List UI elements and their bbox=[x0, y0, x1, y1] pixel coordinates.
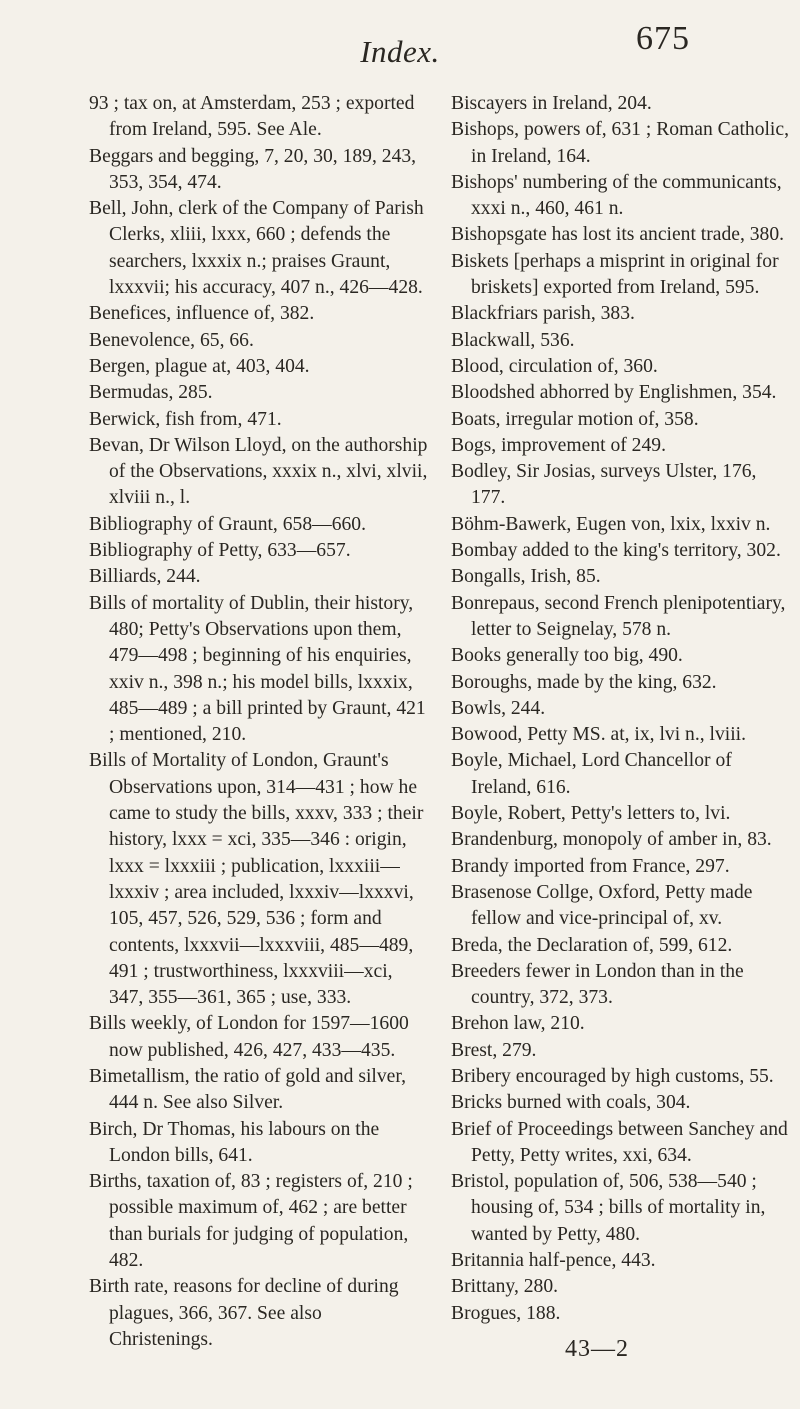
index-entry: Brief of Proceedings between Sanchey and Petty, Petty writes, xxi, 634. bbox=[451, 1118, 788, 1166]
index-entry: Billiards, 244. bbox=[89, 566, 201, 588]
index-entry: Blackwall, 536. bbox=[451, 329, 575, 351]
index-entry: Bloodshed abhorred by Englishmen, 354. bbox=[451, 382, 777, 404]
index-entry: Bills weekly, of London for 1597—1600 now published, 426, 427, 433—435. bbox=[89, 1013, 409, 1061]
index-entry: Benevolence, 65, 66. bbox=[89, 329, 254, 351]
index-entry: Brasenose Collge, Oxford, Petty made fellow and vice-principal of, xv. bbox=[451, 881, 753, 930]
index-entry: Bowood, Petty MS. at, ix, lvi n., lviii. bbox=[451, 724, 747, 746]
index-entry: Bell, John, clerk of the Company of Parish Clerks, xliii, lxxx, 660 ; defends the searchers, lxxxix n.; praises Graunt, lxxxvii; his accuracy, 407 n., 426—428. bbox=[89, 198, 424, 299]
index-entry: Bimetallism, the ratio of gold and silver, 444 n. See also Silver. bbox=[89, 1065, 407, 1114]
index-entry: Bowls, 244. bbox=[451, 697, 546, 719]
page-number: 675 bbox=[636, 20, 690, 57]
index-entry: Bishopsgate has lost its ancient trade, 380. bbox=[451, 224, 785, 246]
index-entry: Birch, Dr Thomas, his labours on the London bills, 641. bbox=[89, 1118, 380, 1166]
index-entry: Bishops' numbering of the communicants, xxxi n., 460, 461 n. bbox=[451, 171, 782, 220]
index-entry: Biscayers in Ireland, 204. bbox=[451, 93, 652, 114]
index-entry: Brandy imported from France, 297. bbox=[451, 855, 730, 877]
signature-mark: 43—2 bbox=[565, 1336, 629, 1362]
index-entry: Biskets [perhaps a misprint in original for briskets] exported from Ireland, 595. bbox=[451, 250, 779, 299]
index-entry: Boyle, Robert, Petty's letters to, lvi. bbox=[451, 803, 731, 825]
index-entry: Bribery encouraged by high customs, 55. bbox=[451, 1065, 774, 1087]
index-entry: Brest, 279. bbox=[451, 1039, 537, 1061]
index-entry: Bills of Mortality of London, Graunt's Observations upon, 314—431 ; how he came to study the bills, xxxv, 333 ; their history, lxxx = xci, 335—346 : origin, lxxx = lxxxiii ; publication, lxxxiii—lxxxiv ; area included, lxxxiv—lxxxvi, 105, 457, 526, 529, 536 ; form and contents, lxxxvii—lxxxviii, 485—489, 491 ; trustworthiness, lxxxviii—xci, 347, 355—361, 365 ; use, 333. bbox=[89, 750, 424, 1009]
index-entry: Bricks burned with coals, 304. bbox=[451, 1092, 691, 1114]
index-entry: Bogs, improvement of 249. bbox=[451, 434, 666, 456]
index-entry: Benefices, influence of, 382. bbox=[89, 303, 315, 325]
index-entry: Books generally too big, 490. bbox=[451, 645, 683, 667]
index-entry: Bermudas, 285. bbox=[89, 382, 213, 404]
index-entry: Brehon law, 210. bbox=[451, 1013, 585, 1035]
index-entry: Bonrepaus, second French plenipotentiary, letter to Seignelay, 578 n. bbox=[451, 592, 786, 640]
index-entry: Beggars and begging, 7, 20, 30, 189, 243, 353, 354, 474. bbox=[89, 145, 417, 193]
index-entry: Bills of mortality of Dublin, their history, 480; Petty's Observations upon them, 479—498 ; beginning of his enquiries, xxiv n., 398 n.; his model bills, lxxxix, 485—489 ; a bill printed by Graunt, 421 ; mentioned, 210. bbox=[89, 592, 426, 746]
index-entry: Berwick, fish from, 471. bbox=[89, 408, 282, 430]
index-entry: Bevan, Dr Wilson Lloyd, on the authorship of the Observations, xxxix n., xlvi, xlvii, xlviii n., l. bbox=[89, 434, 428, 509]
index-entry: 93 ; tax on, at Amsterdam, 253 ; exported from Ireland, 595. See Ale. bbox=[89, 93, 415, 141]
index-entry: Births, taxation of, 83 ; registers of, 210 ; possible maximum of, 462 ; are better than burials for judging of population, 482. bbox=[89, 1171, 413, 1272]
index-entry: Bibliography of Graunt, 658—660. bbox=[89, 513, 367, 535]
index-entry: Britannia half-pence, 443. bbox=[451, 1250, 656, 1272]
index-entry: Boroughs, made by the king, 632. bbox=[451, 671, 717, 693]
index-entry: Bergen, plague at, 403, 404. bbox=[89, 355, 310, 377]
index-entry: Birth rate, reasons for decline of during plagues, 366, 367. See also Christenings. bbox=[89, 1276, 399, 1350]
index-entry: Bibliography of Petty, 633—657. bbox=[89, 540, 351, 562]
index-entry: Blackfriars parish, 383. bbox=[451, 303, 635, 325]
index-entry: Bristol, population of, 506, 538—540 ; housing of, 534 ; bills of mortality in, wanted by Petty, 480. bbox=[451, 1171, 766, 1245]
index-entry: Brogues, 188. bbox=[451, 1302, 561, 1324]
index-entry: Bodley, Sir Josias, surveys Ulster, 176, 177. bbox=[451, 461, 757, 509]
index-entry: Bombay added to the king's territory, 302. bbox=[451, 540, 781, 562]
index-entry: Brittany, 280. bbox=[451, 1276, 559, 1298]
index-entry: Breeders fewer in London than in the country, 372, 373. bbox=[451, 960, 744, 1009]
index-entry: Boyle, Michael, Lord Chancellor of Ireland, 616. bbox=[451, 750, 732, 798]
index-column-left bbox=[89, 91, 428, 1353]
index-entry: Bishops, powers of, 631 ; Roman Catholic, in Ireland, 164. bbox=[451, 119, 789, 167]
index-entry: Breda, the Declaration of, 599, 612. bbox=[451, 934, 733, 956]
index-entry: Blood, circulation of, 360. bbox=[451, 355, 658, 377]
index-entry: Bongalls, Irish, 85. bbox=[451, 566, 601, 588]
index-entry: Boats, irregular motion of, 358. bbox=[451, 408, 699, 430]
index-entry: Brandenburg, monopoly of amber in, 83. bbox=[451, 829, 772, 851]
index-column-right bbox=[451, 91, 790, 1327]
running-head: Index. bbox=[360, 34, 440, 69]
index-entry: Böhm-Bawerk, Eugen von, lxix, lxxiv n. bbox=[451, 513, 771, 535]
